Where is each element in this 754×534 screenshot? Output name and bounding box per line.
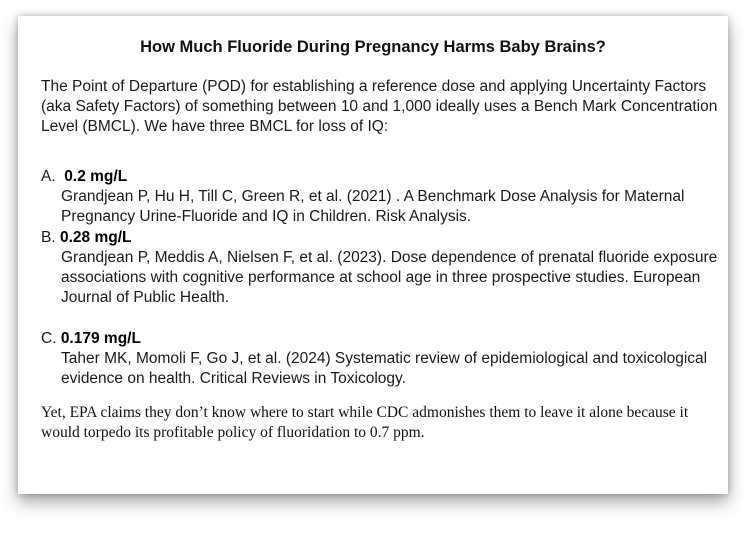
bmcl-value: 0.179 mg/L <box>60 330 141 347</box>
reference-item-c <box>41 329 721 389</box>
reference-heading <box>41 167 721 187</box>
reference-heading <box>41 228 721 248</box>
closing-paragraph: Yet, EPA claims they don’t know where to start while CDC admonishes them to leave it alone because it would torpedo its profitable policy of fluoridation to 0.7 ppm. <box>41 404 689 441</box>
reference-letter: A. <box>41 168 56 185</box>
reference-item-b <box>41 228 721 308</box>
reference-citation: Grandjean P, Meddis A, Nielsen F, et al. (2023). Dose dependence of prenatal fluoride exposure associations with cognitive performance at school age in three prospective studies. European Journal of Public Health. <box>61 249 718 306</box>
reference-citation: Taher MK, Momoli F, Go J, et al. (2024) Systematic review of epidemiological and toxicological evidence on health. Critical Reviews in Toxicology. <box>61 350 708 387</box>
reference-letter: C. <box>41 330 57 347</box>
document-sheet <box>18 16 728 494</box>
document-title: How Much Fluoride During Pregnancy Harms Baby Brains? <box>140 38 606 56</box>
intro-paragraph: The Point of Departure (POD) for establishing a reference dose and applying Uncertainty Factors (aka Safety Factors) of something between 10 and 1,000 ideally uses a Bench Mark Concentration Level (BMCL). We have three BMCL for loss of IQ: <box>41 78 718 135</box>
bmcl-value: 0.28 mg/L <box>59 229 132 246</box>
reference-heading <box>41 329 721 349</box>
reference-letter: B. <box>41 229 56 246</box>
reference-citation: Grandjean P, Hu H, Till C, Green R, et al. (2021) . A Benchmark Dose Analysis for Maternal Pregnancy Urine-Fluoride and IQ in Children. Risk Analysis. <box>61 188 685 225</box>
reference-item-a <box>41 167 721 227</box>
bmcl-value: 0.2 mg/L <box>64 168 128 185</box>
